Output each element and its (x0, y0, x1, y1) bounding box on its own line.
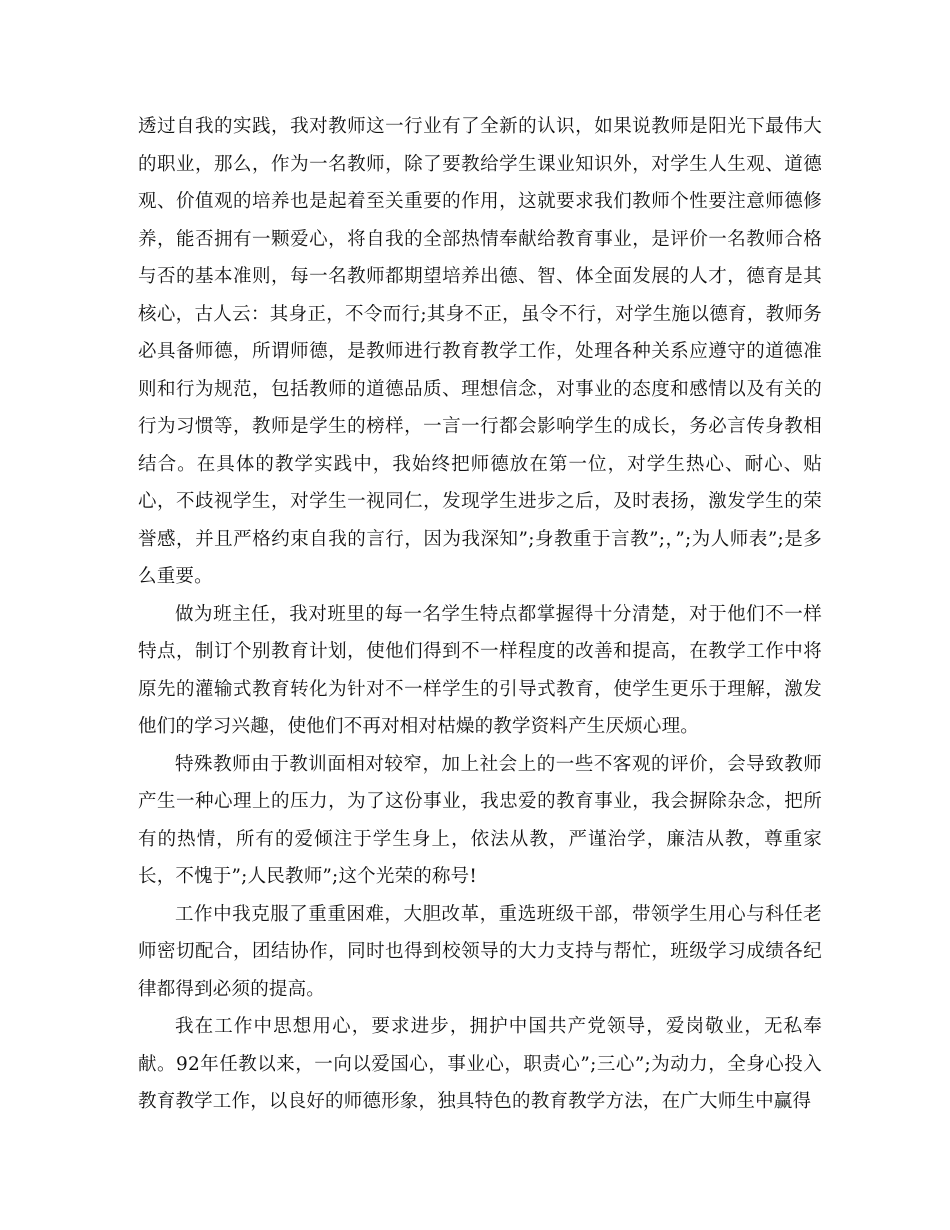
paragraph-4: 工作中我克服了重重困难，大胆改革，重选班级干部，带领学生用心与科任老师密切配合，团结协作，同时也得到校领导的大力支持与帮忙，班级学习成绩各纪律都得到必须的提高。 (138, 903, 822, 1000)
paragraph-2: 做为班主任，我对班里的每一名学生特点都掌握得十分清楚，对于他们不一样特点，制订个别教育计划，使他们得到不一样程度的改善和提高，在教学工作中将原先的灌输式教育转化为针对不一样学生的引导式教育，使学生更乐于理解，激发他们的学习兴趣，使他们不再对相对枯燥的教学资料产生厌烦心理。 (138, 603, 822, 737)
document-body (138, 108, 822, 1121)
paragraph-3: 特殊教师由于教训面相对较窄，加上社会上的一些不客观的评价，会导致教师产生一种心理上的压力，为了这份事业，我忠爱的教育事业，我会摒除杂念，把所有的热情，所有的爱倾注于学生身上，依法从教，严谨治学，廉洁从教，尊重家长，不愧于”;人民教师”;这个光荣的称号! (138, 753, 822, 887)
paragraph-5: 我在工作中思想用心，要求进步，拥护中国共产党领导，爱岗敬业，无私奉献。92年任教以来，一向以爱国心，事业心，职责心”;三心”;为动力，全身心投入教育教学工作，以良好的师德形象，独具特色的教育教学方法，在广大师生中赢得 (138, 1016, 822, 1112)
paragraph-1: 透过自我的实践，我对教师这一行业有了全新的认识，如果说教师是阳光下最伟大的职业，那么，作为一名教师，除了要教给学生课业知识外，对学生人生观、道德观、价值观的培养也是起着至关重要的作用，这就要求我们教师个性要注意师德修养，能否拥有一颗爱心，将自我的全部热情奉献给教育事业，是评价一名教师合格与否的基本准则，每一名教师都期望培养出德、智、体全面发展的人才，德育是其核心，古人云：其身正，不令而行;其身不正，虽令不行，对学生施以德育，教师务必具备师德，所谓师德，是教师进行教育教学工作，处理各种关系应遵守的道德准则和行为规范，包括教师的道德品质、理想信念，对事业的态度和感情以及有关的行为习惯等，教师是学生的榜样，一言一行都会影响学生的成长，务必言传身教相结合。在具体的教学实践中，我始终把师德放在第一位，对学生热心、耐心、贴心，不歧视学生，对学生一视同仁，发现学生进步之后，及时表扬，激发学生的荣誉感，并且严格约束自我的言行，因为我深知”;身教重于言教”;，”;为人师表”;是多么重要。 (138, 116, 822, 587)
